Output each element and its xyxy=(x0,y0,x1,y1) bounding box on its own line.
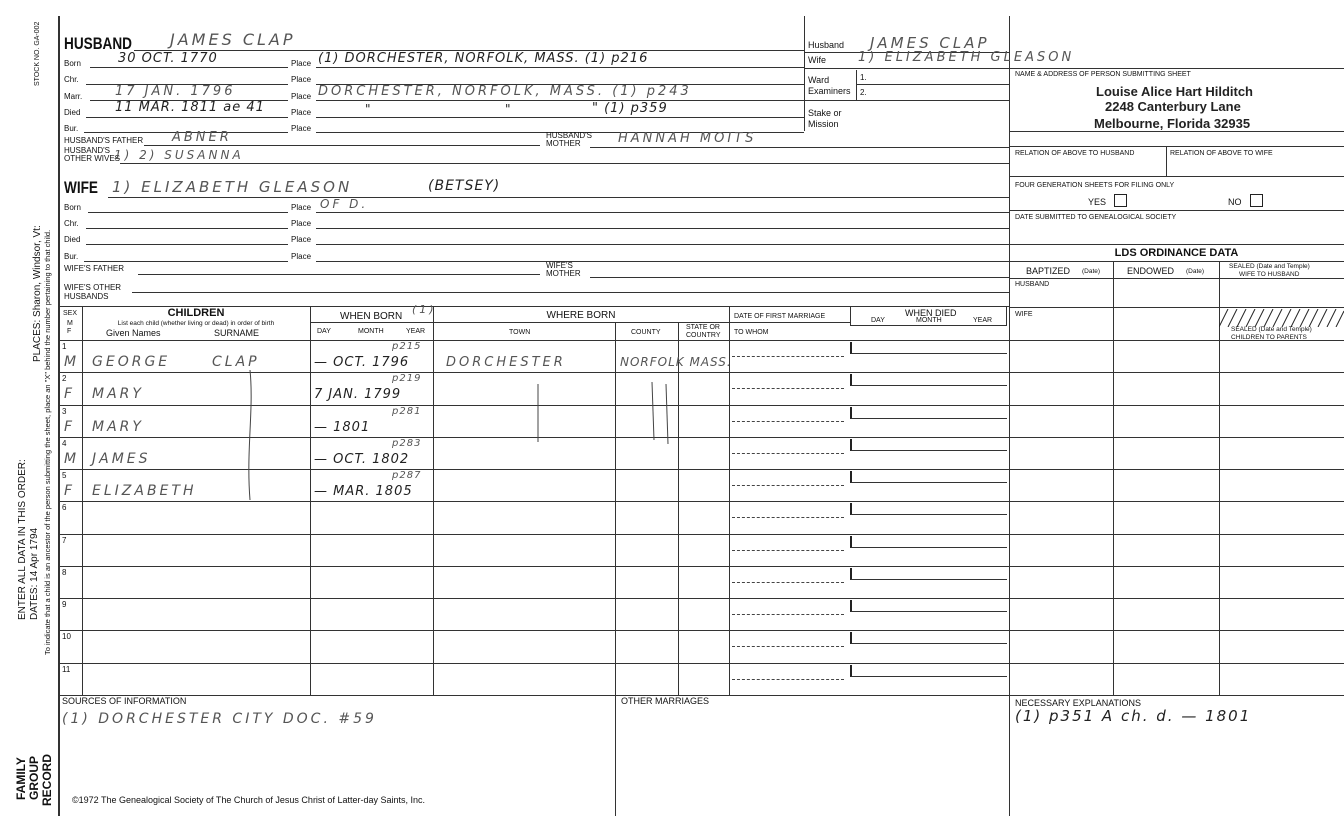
when-died-header: WHEN DIED xyxy=(905,308,957,318)
child-number: 6 xyxy=(62,503,67,512)
child-number: 4 xyxy=(62,439,67,448)
stock-number: STOCK NO. GA-002 xyxy=(34,21,41,86)
surname-header: SURNAME xyxy=(214,328,260,338)
ward-label: Ward xyxy=(808,75,830,85)
child-given-name: MARY xyxy=(92,386,144,402)
sources-entry: (1) DORCHESTER CITY DOC. #59 xyxy=(62,711,377,727)
ward-wife-label: Wife xyxy=(808,55,826,65)
sex-header: SEX xyxy=(63,310,78,317)
child-born-date: — 1801 xyxy=(314,420,371,435)
husband-died-place-ditto-1: " xyxy=(365,102,372,116)
examiners-label: Examiners xyxy=(808,86,851,96)
county-header: COUNTY xyxy=(631,329,661,336)
child-source-ref: p281 xyxy=(392,406,422,417)
child-source-ref: p219 xyxy=(392,373,422,384)
husband-mother: HANNAH MOITS xyxy=(618,131,757,146)
wife-chr-place-label: Place xyxy=(291,219,312,228)
died-bracket xyxy=(850,374,1007,386)
copyright-notice: ©1972 The Genealogical Society of The Church of Jesus Christ of Latter-day Saints, Inc. xyxy=(72,795,425,805)
husband-born-place: (1) DORCHESTER, NORFOLK, MASS. (1) p216 xyxy=(318,51,649,66)
wife-bur-place-label: Place xyxy=(291,252,312,261)
first-marriage-line xyxy=(732,485,844,486)
sex-m-header: M xyxy=(67,320,73,327)
first-marriage-line xyxy=(732,582,844,583)
husband-died-date: 11 MAR. 1811 ae 41 xyxy=(115,100,265,115)
child-row-line xyxy=(58,534,1344,535)
husband-died-place-label: Place xyxy=(291,108,312,117)
title-record: RECORD xyxy=(40,753,54,806)
child-given-name: ELIZABETH xyxy=(92,483,197,499)
ditto-strokes xyxy=(240,370,740,510)
died-bracket xyxy=(850,536,1007,548)
born-year-header: YEAR xyxy=(406,328,426,335)
died-bracket xyxy=(850,568,1007,580)
husband-other-wives: 1) 2) SUSANNA xyxy=(114,148,244,162)
mission-label: Mission xyxy=(808,119,839,129)
child-number: 8 xyxy=(62,568,67,577)
submitter-name: Louise Alice Hart Hilditch xyxy=(1096,84,1253,99)
child-sex: M xyxy=(64,451,78,467)
husband-died-place-ref: " (1) p359 xyxy=(592,101,668,116)
town-header: TOWN xyxy=(509,329,531,336)
wife-died-place-label: Place xyxy=(291,235,312,244)
husband-chr-label: Chr. xyxy=(64,75,79,84)
submitter-city: Melbourne, Florida 32935 xyxy=(1094,116,1251,131)
baptized-date-label: (Date) xyxy=(1082,268,1101,275)
other-marriages-label: OTHER MARRIAGES xyxy=(621,696,710,706)
explanations-label: NECESSARY EXPLANATIONS xyxy=(1015,698,1142,708)
ward-wife-name: 1) ELIZABETH GLEASON xyxy=(858,50,1075,65)
child-sex: F xyxy=(64,386,74,402)
child-born-date: — OCT. 1796 xyxy=(314,355,410,370)
child-born-date: — MAR. 1805 xyxy=(314,484,413,499)
child-number: 5 xyxy=(62,471,67,480)
wife-other-husbands-label-2: HUSBANDS xyxy=(64,292,109,301)
child-number: 11 xyxy=(62,665,71,674)
ward-box-divider xyxy=(804,16,805,131)
lds-wife-label: WIFE xyxy=(1015,311,1033,318)
title-family: FAMILY xyxy=(14,757,28,800)
lds-husband-label: HUSBAND xyxy=(1015,281,1050,288)
husband-born-label: Born xyxy=(64,59,81,68)
wife-born-label: Born xyxy=(64,203,81,212)
sealed-hatch-bar xyxy=(1219,309,1344,327)
child-number: 1 xyxy=(62,342,67,351)
wife-born-place: OF D. xyxy=(320,197,369,211)
wife-mother-label-1: WIFE'S xyxy=(546,261,573,270)
child-born-date: — OCT. 1802 xyxy=(314,452,410,467)
sex-f-header: F xyxy=(67,328,72,335)
died-year-header: YEAR xyxy=(973,317,993,324)
child-given-name: GEORGE xyxy=(92,354,171,370)
husband-chr-place-label: Place xyxy=(291,75,312,84)
husband-mother-label-2: MOTHER xyxy=(546,139,581,148)
yes-checkbox[interactable] xyxy=(1114,194,1127,207)
given-names-header: Given Names xyxy=(106,328,161,338)
first-marriage-line xyxy=(732,517,844,518)
wife-born-place-label: Place xyxy=(291,203,312,212)
child-given-name: MARY xyxy=(92,419,144,435)
relation-to-wife-label: RELATION OF ABOVE TO WIFE xyxy=(1170,150,1273,157)
child-sex: F xyxy=(64,419,74,435)
first-marriage-line xyxy=(732,679,844,680)
submitter-label: NAME & ADDRESS OF PERSON SUBMITTING SHEET xyxy=(1015,71,1191,78)
child-number: 3 xyxy=(62,407,67,416)
child-row-line xyxy=(58,663,1344,664)
husband-other-wives-label-2: OTHER WIVES xyxy=(64,154,121,163)
first-marriage-line xyxy=(732,388,844,389)
child-birth-county: NORFOLK MASS. xyxy=(620,355,732,369)
husband-bur-label: Bur. xyxy=(64,124,79,133)
wife-heading: WIFE xyxy=(64,178,98,197)
first-marriage-line xyxy=(732,614,844,615)
child-number: 9 xyxy=(62,600,67,609)
born-month-header: MONTH xyxy=(358,328,384,335)
first-marriage-line xyxy=(732,356,844,357)
husband-father: ABNER xyxy=(172,130,232,145)
died-bracket xyxy=(850,439,1007,451)
four-generation-label: FOUR GENERATION SHEETS FOR FILING ONLY xyxy=(1015,182,1175,189)
right-panel-divider xyxy=(1009,16,1010,816)
died-bracket xyxy=(850,342,1007,354)
wife-other-husbands-label-1: WIFE'S OTHER xyxy=(64,283,122,292)
endowed-label: ENDOWED xyxy=(1127,266,1174,276)
husband-marr-place-label: Place xyxy=(291,92,312,101)
child-given-name: JAMES xyxy=(92,451,151,467)
child-source-ref: p287 xyxy=(392,470,422,481)
wife-name: 1) ELIZABETH GLEASON xyxy=(112,178,353,196)
relation-to-husband-label: RELATION OF ABOVE TO HUSBAND xyxy=(1015,150,1135,157)
child-source-ref: p215 xyxy=(392,341,422,352)
yes-label: YES xyxy=(1088,197,1107,207)
endowed-date-label: (Date) xyxy=(1186,268,1205,275)
husband-marr-date: 17 JAN. 1796 xyxy=(115,84,236,99)
enter-order-instruction: ENTER ALL DATA IN THIS ORDER: xyxy=(17,459,28,620)
children-header: CHILDREN xyxy=(167,307,225,319)
examiner-2: 2. xyxy=(860,88,867,97)
submitter-street: 2248 Canterbury Lane xyxy=(1105,99,1241,114)
wife-chr-label: Chr. xyxy=(64,219,79,228)
child-row-line xyxy=(58,566,1344,567)
child-number: 2 xyxy=(62,374,67,383)
child-row-line xyxy=(58,598,1344,599)
husband-name: JAMES CLAP xyxy=(170,30,296,49)
first-marriage-header: DATE OF FIRST MARRIAGE xyxy=(734,313,826,320)
children-list-note: List each child (whether living or dead) in order of birth xyxy=(117,320,275,327)
first-marriage-line xyxy=(732,550,844,551)
died-bracket xyxy=(850,600,1007,612)
state-header-2: COUNTRY xyxy=(686,332,721,339)
husband-heading: HUSBAND xyxy=(64,34,132,53)
died-day-header: DAY xyxy=(871,317,885,324)
lds-ordinance-title: LDS ORDINANCE DATA xyxy=(1114,247,1239,259)
no-label: NO xyxy=(1228,197,1242,207)
state-header-1: STATE OR xyxy=(686,324,720,331)
child-surname: CLAP xyxy=(212,354,260,370)
first-marriage-line xyxy=(732,453,844,454)
died-bracket xyxy=(850,632,1007,644)
no-checkbox[interactable] xyxy=(1250,194,1263,207)
husband-born-date: 30 OCT. 1770 xyxy=(118,51,218,66)
sealed-children-label-2: CHILDREN TO PARENTS xyxy=(1231,334,1307,341)
ward-husband-label: Husband xyxy=(808,40,845,50)
first-marriage-line xyxy=(732,646,844,647)
first-marriage-line xyxy=(732,421,844,422)
ancestor-instruction: To indicate that a child is an ancestor of the person submitting the sheet, place an "X" behind the number pertaining to that child. xyxy=(43,229,52,655)
husband-died-place-ditto-2: " xyxy=(505,102,512,116)
to-whom-header: TO WHOM xyxy=(734,329,769,336)
title-group: GROUP xyxy=(27,755,41,800)
wife-mother-label-2: MOTHER xyxy=(546,269,581,278)
stake-label: Stake or xyxy=(808,108,842,118)
explanations-entry: (1) p351 A ch. d. — 1801 xyxy=(1015,707,1252,725)
baptized-label: BAPTIZED xyxy=(1026,266,1071,276)
sources-label: SOURCES OF INFORMATION xyxy=(62,696,187,706)
sealed-wife-label-1: SEALED (Date and Temple) xyxy=(1229,263,1310,270)
husband-marr-label: Marr. xyxy=(64,92,83,101)
places-instruction: PLACES: Sharon, Windsor, Vt: xyxy=(32,225,43,362)
sealed-wife-label-2: WIFE TO HUSBAND xyxy=(1239,271,1300,278)
wife-died-label: Died xyxy=(64,235,81,244)
husband-bur-place-label: Place xyxy=(291,124,312,133)
child-sex: M xyxy=(64,354,78,370)
examiner-1: 1. xyxy=(860,73,867,82)
child-sex: F xyxy=(64,483,74,499)
sealed-children-label-1: SEALED (Date and Temple) xyxy=(1231,326,1312,333)
child-born-date: 7 JAN. 1799 xyxy=(314,387,402,402)
when-born-source-mark: (1) xyxy=(412,303,437,316)
where-born-header: WHERE BORN xyxy=(546,310,616,321)
husband-father-label: HUSBAND'S FATHER xyxy=(64,136,144,145)
child-row-line xyxy=(58,630,1344,631)
husband-born-place-label: Place xyxy=(291,59,312,68)
child-source-ref: p283 xyxy=(392,438,422,449)
ward-husband-name: JAMES CLAP xyxy=(870,34,990,52)
husband-other-wives-label-1: HUSBAND'S xyxy=(64,146,110,155)
child-birth-town: DORCHESTER xyxy=(446,355,566,370)
husband-died-label: Died xyxy=(64,108,81,117)
wife-nickname: (BETSEY) xyxy=(428,178,501,194)
died-bracket xyxy=(850,407,1007,419)
when-born-header: WHEN BORN xyxy=(340,311,403,322)
husband-marr-place: DORCHESTER, NORFOLK, MASS. (1) p243 xyxy=(318,84,692,99)
wife-bur-label: Bur. xyxy=(64,252,79,261)
husband-mother-label-1: HUSBAND'S xyxy=(546,131,592,140)
born-day-header: DAY xyxy=(317,328,331,335)
died-bracket xyxy=(850,471,1007,483)
wife-father-label: WIFE'S FATHER xyxy=(64,264,125,273)
child-number: 10 xyxy=(62,632,71,641)
date-submitted-label: DATE SUBMITTED TO GENEALOGICAL SOCIETY xyxy=(1015,214,1177,221)
left-border xyxy=(58,16,60,816)
dates-instruction: DATES: 14 Apr 1794 xyxy=(29,527,40,620)
child-number: 7 xyxy=(62,536,67,545)
died-month-header: MONTH xyxy=(916,317,942,324)
died-bracket xyxy=(850,665,1007,677)
died-bracket xyxy=(850,503,1007,515)
